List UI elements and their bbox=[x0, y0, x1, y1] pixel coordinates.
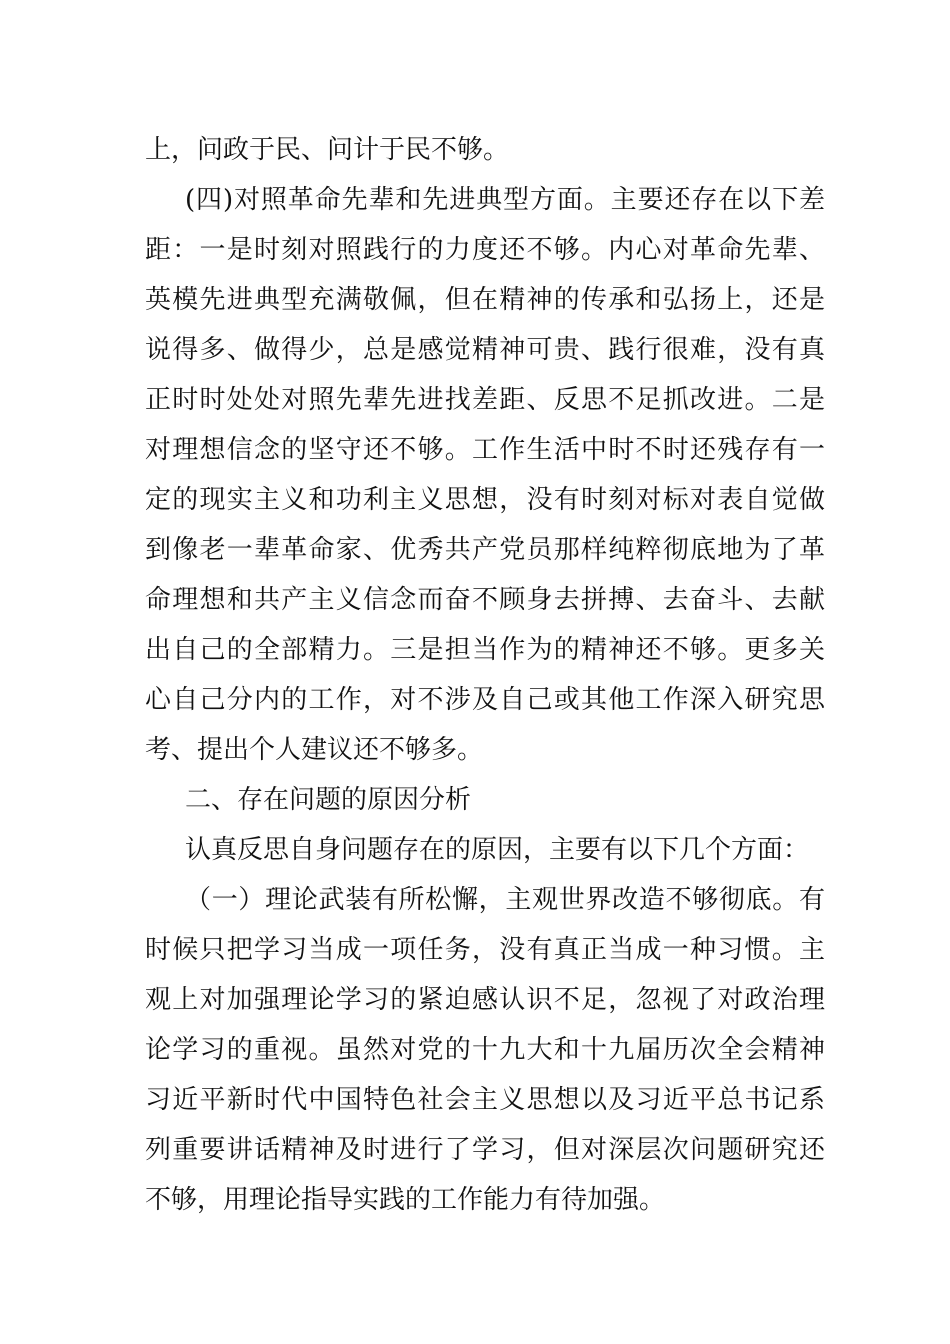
text-line: 认真反思自身问题存在的原因，主要有以下几个方面： bbox=[185, 835, 810, 865]
text-line: 对理想信念的坚守还不够。工作生活中时不时还残存有一 bbox=[145, 435, 825, 465]
text-line: 时候只把学习当成一项任务，没有真正当成一种习惯。主 bbox=[145, 935, 825, 965]
text-line: 心自己分内的工作，对不涉及自己或其他工作深入研究思 bbox=[145, 685, 825, 715]
text-line: 说得多、做得少，总是感觉精神可贵、践行很难，没有真 bbox=[145, 335, 825, 365]
paragraph-heading-line: （一）理论武装有所松懈，主观世界改造不够彻底。有 bbox=[185, 885, 825, 915]
text-line: 列重要讲话精神及时进行了学习，但对深层次问题研究还 bbox=[145, 1135, 825, 1165]
text-line: 观上对加强理论学习的紧迫感认识不足，忽视了对政治理 bbox=[145, 985, 825, 1015]
text-line: 命理想和共产主义信念而奋不顾身去拼搏、去奋斗、去献 bbox=[145, 585, 825, 615]
section-heading: 二、存在问题的原因分析 bbox=[185, 785, 472, 815]
text-line: 到像老一辈革命家、优秀共产党员那样纯粹彻底地为了革 bbox=[145, 535, 825, 565]
text-line: 论学习的重视。虽然对党的十九大和十九届历次全会精神 bbox=[145, 1035, 825, 1065]
text-line: 定的现实主义和功利主义思想，没有时刻对标对表自觉做 bbox=[145, 485, 825, 515]
text-line: 正时时处处对照先辈先进找差距、反思不足抓改进。二是 bbox=[145, 385, 825, 415]
text-line: 距：一是时刻对照践行的力度还不够。内心对革命先辈、 bbox=[145, 235, 825, 265]
text-line: 出自己的全部精力。三是担当作为的精神还不够。更多关 bbox=[145, 635, 825, 665]
text-line: 考、提出个人建议还不够多。 bbox=[145, 735, 484, 765]
text-line: 习近平新时代中国特色社会主义思想以及习近平总书记系 bbox=[145, 1085, 825, 1115]
text-line: 上，问政于民、问计于民不够。 bbox=[145, 135, 510, 165]
text-line: 英模先进典型充满敬佩，但在精神的传承和弘扬上，还是 bbox=[145, 285, 825, 315]
paragraph-heading-line: (四)对照革命先辈和先进典型方面。主要还存在以下差 bbox=[185, 185, 825, 215]
text-line: 不够，用理论指导实践的工作能力有待加强。 bbox=[145, 1185, 666, 1215]
